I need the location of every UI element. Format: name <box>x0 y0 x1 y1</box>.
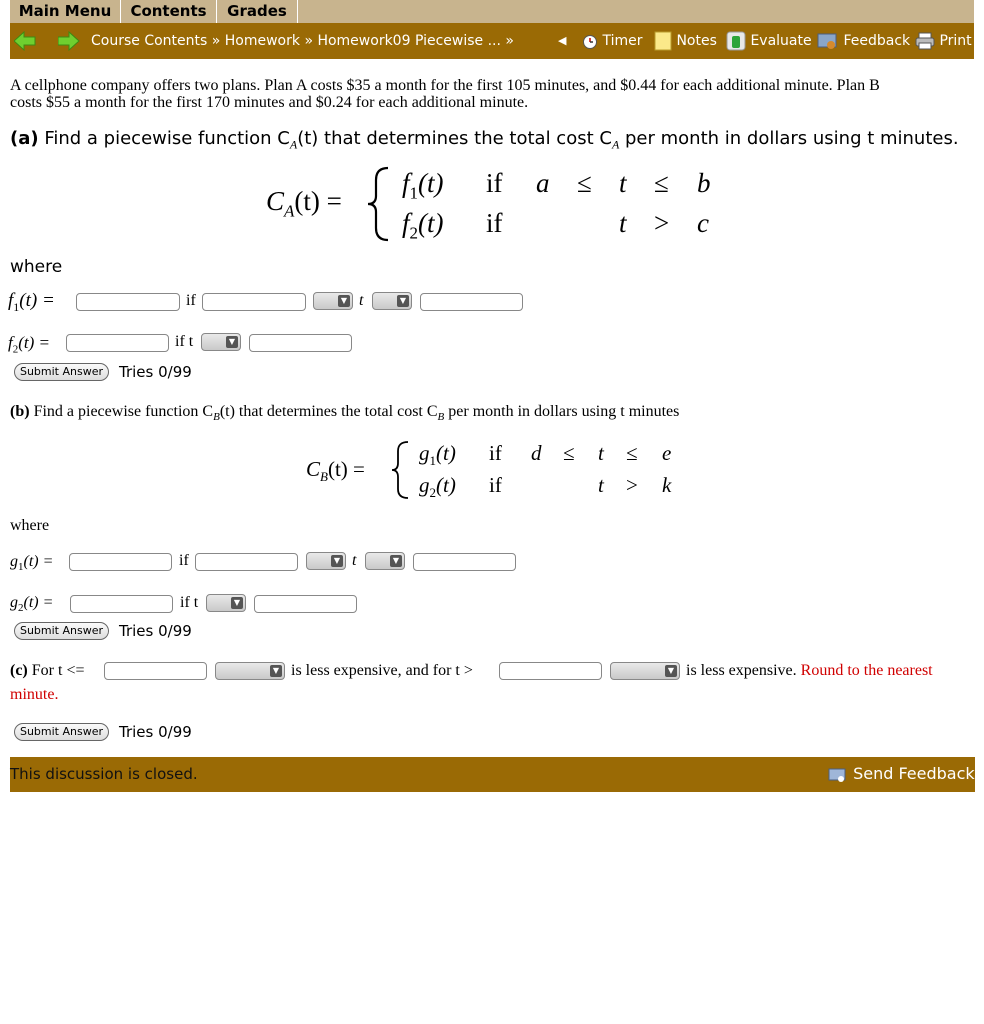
dropdown-arrow-icon: ▼ <box>270 665 282 677</box>
discussion-closed-text: This discussion is closed. <box>10 765 198 783</box>
printer-icon <box>915 32 935 50</box>
cb-row2-t: t <box>598 473 604 497</box>
ca-row1-a: a <box>536 168 550 198</box>
intro-line-2: costs $55 a month for the first 170 minutes and $0.24 for each additional minute. <box>10 94 529 111</box>
f1-label: $f_1(t)$ = <box>8 290 55 314</box>
g2-input[interactable] <box>70 595 173 613</box>
part-b-heading: (b) Find a piecewise function $C_B(t)$ that determines the total cost $C_B$ per month in dollars using t minutes <box>10 403 680 424</box>
f1-right-inequality-select[interactable] <box>372 292 412 310</box>
ca-row1-le1: ≤ <box>577 168 592 198</box>
cb-row2-gt: > <box>626 473 638 497</box>
part-c-threshold-input-2[interactable] <box>499 662 602 680</box>
dropdown-arrow-icon: ▼ <box>397 295 409 307</box>
f1-lower-bound-input[interactable] <box>202 293 306 311</box>
submit-answer-b-button[interactable]: Submit Answer <box>14 622 109 640</box>
dropdown-arrow-icon: ▼ <box>226 336 238 348</box>
back-arrow-icon[interactable] <box>14 31 36 51</box>
cb-row1-le2: ≤ <box>626 441 638 465</box>
contents-tab[interactable]: Contents <box>121 0 217 23</box>
navigation-bar <box>10 23 974 59</box>
g2-inequality-select[interactable] <box>206 594 246 612</box>
print-link[interactable]: Print <box>915 23 972 59</box>
g1-upper-bound-input[interactable] <box>413 553 516 571</box>
g1-lower-bound-input[interactable] <box>195 553 298 571</box>
dropdown-arrow-icon: ▼ <box>231 597 243 609</box>
clock-icon <box>582 33 598 49</box>
cb-row2-k: k <box>662 473 672 497</box>
part-a-heading: (a) Find a piecewise function $C_A(t)$ that determines the total cost $C_A$ per month in dollars using t minutes. <box>10 128 959 152</box>
ca-row1-le2: ≤ <box>654 168 669 198</box>
ca-row2-function: $f_2(t)$ <box>402 208 444 243</box>
g1-label: $g_1(t)$ = <box>10 553 54 574</box>
collapse-left-icon[interactable]: ◀ <box>558 34 567 47</box>
left-brace-a <box>366 166 394 242</box>
send-feedback-link[interactable]: Send Feedback <box>828 764 975 784</box>
g2-label: $g_2(t)$ = <box>10 594 54 615</box>
f2-input[interactable] <box>66 334 169 352</box>
send-feedback-icon <box>828 766 848 784</box>
part-c-prefix: (c) For t <= <box>10 662 85 679</box>
left-brace-b <box>390 440 412 500</box>
cb-row1-d: d <box>531 441 542 465</box>
f1-t: t <box>359 292 364 309</box>
evaluate-link[interactable]: Evaluate <box>726 23 812 59</box>
part-a-where: where <box>10 257 63 277</box>
feedback-icon <box>817 31 839 51</box>
main-menu-tab[interactable]: Main Menu <box>10 0 121 23</box>
ca-row1-t: t <box>619 168 627 198</box>
tries-a: Tries 0/99 <box>119 363 192 381</box>
ca-row2-t: t <box>619 208 627 238</box>
ca-row1-if: if <box>486 168 503 198</box>
g2-bound-input[interactable] <box>254 595 357 613</box>
ca-row2-if: if <box>486 208 503 238</box>
notepad-icon <box>654 31 672 51</box>
g1-input[interactable] <box>69 553 172 571</box>
grades-tab[interactable]: Grades <box>217 0 298 23</box>
f1-if: if <box>186 292 196 309</box>
part-b-where: where <box>10 517 50 534</box>
f2-label: $f_2(t)$ = <box>8 333 51 356</box>
part-c-plan-select-2[interactable] <box>610 662 680 680</box>
cb-row1-t: t <box>598 441 604 465</box>
problem-intro <box>10 77 880 111</box>
feedback-link[interactable]: Feedback <box>817 23 910 59</box>
part-c-plan-select-1[interactable] <box>215 662 285 680</box>
notes-link[interactable]: Notes <box>654 23 717 59</box>
intro-line-1: A cellphone company offers two plans. Plan A costs $35 a month for the first 105 minutes, and $0.44 for each additional minute. Plan B <box>10 77 880 94</box>
discussion-footer <box>10 757 975 792</box>
main-menu-bar <box>10 0 974 23</box>
dropdown-arrow-icon: ▼ <box>338 295 350 307</box>
tries-c: Tries 0/99 <box>119 723 192 741</box>
part-c-threshold-input[interactable] <box>104 662 207 680</box>
cb-lhs: $C_B(t)$ = <box>306 457 365 485</box>
evaluate-icon <box>726 31 746 51</box>
part-c-round-note: minute. <box>10 686 59 703</box>
cb-row1-function: $g_1(t)$ <box>419 441 456 469</box>
ca-row1-function: $f_1(t)$ <box>402 168 444 203</box>
f2-if-t: if t <box>175 333 194 350</box>
ca-row1-b: b <box>697 168 711 198</box>
g1-left-inequality-select[interactable] <box>306 552 346 570</box>
ca-row2-c: c <box>697 208 709 238</box>
f2-bound-input[interactable] <box>249 334 352 352</box>
part-c-mid-text: is less expensive, and for t > <box>291 662 473 679</box>
g1-t: t <box>352 552 357 569</box>
submit-answer-c-button[interactable]: Submit Answer <box>14 723 109 741</box>
ca-row2-gt: > <box>654 208 670 238</box>
timer-link[interactable]: Timer <box>582 23 642 59</box>
g1-if: if <box>179 552 189 569</box>
f1-upper-bound-input[interactable] <box>420 293 523 311</box>
forward-arrow-icon[interactable] <box>58 31 80 51</box>
tries-b: Tries 0/99 <box>119 622 192 640</box>
cb-row1-e: e <box>662 441 672 465</box>
f1-input[interactable] <box>76 293 180 311</box>
submit-answer-a-button[interactable]: Submit Answer <box>14 363 109 381</box>
part-c-end-text: is less expensive. Round to the nearest <box>686 662 933 679</box>
breadcrumb[interactable]: Course Contents » Homework » Homework09 Piecewise ... » <box>91 33 514 49</box>
f1-left-inequality-select[interactable] <box>313 292 353 310</box>
f2-inequality-select[interactable] <box>201 333 241 351</box>
dropdown-arrow-icon: ▼ <box>665 665 677 677</box>
cb-row1-le1: ≤ <box>563 441 575 465</box>
cb-row2-function: $g_2(t)$ <box>419 473 456 501</box>
g2-if-t: if t <box>180 594 199 611</box>
cb-row1-if: if <box>489 441 502 465</box>
ca-lhs: $C_A(t)$ = <box>266 186 342 221</box>
g1-right-inequality-select[interactable] <box>365 552 405 570</box>
dropdown-arrow-icon: ▼ <box>331 555 343 567</box>
dropdown-arrow-icon: ▼ <box>390 555 402 567</box>
cb-row2-if: if <box>489 473 502 497</box>
